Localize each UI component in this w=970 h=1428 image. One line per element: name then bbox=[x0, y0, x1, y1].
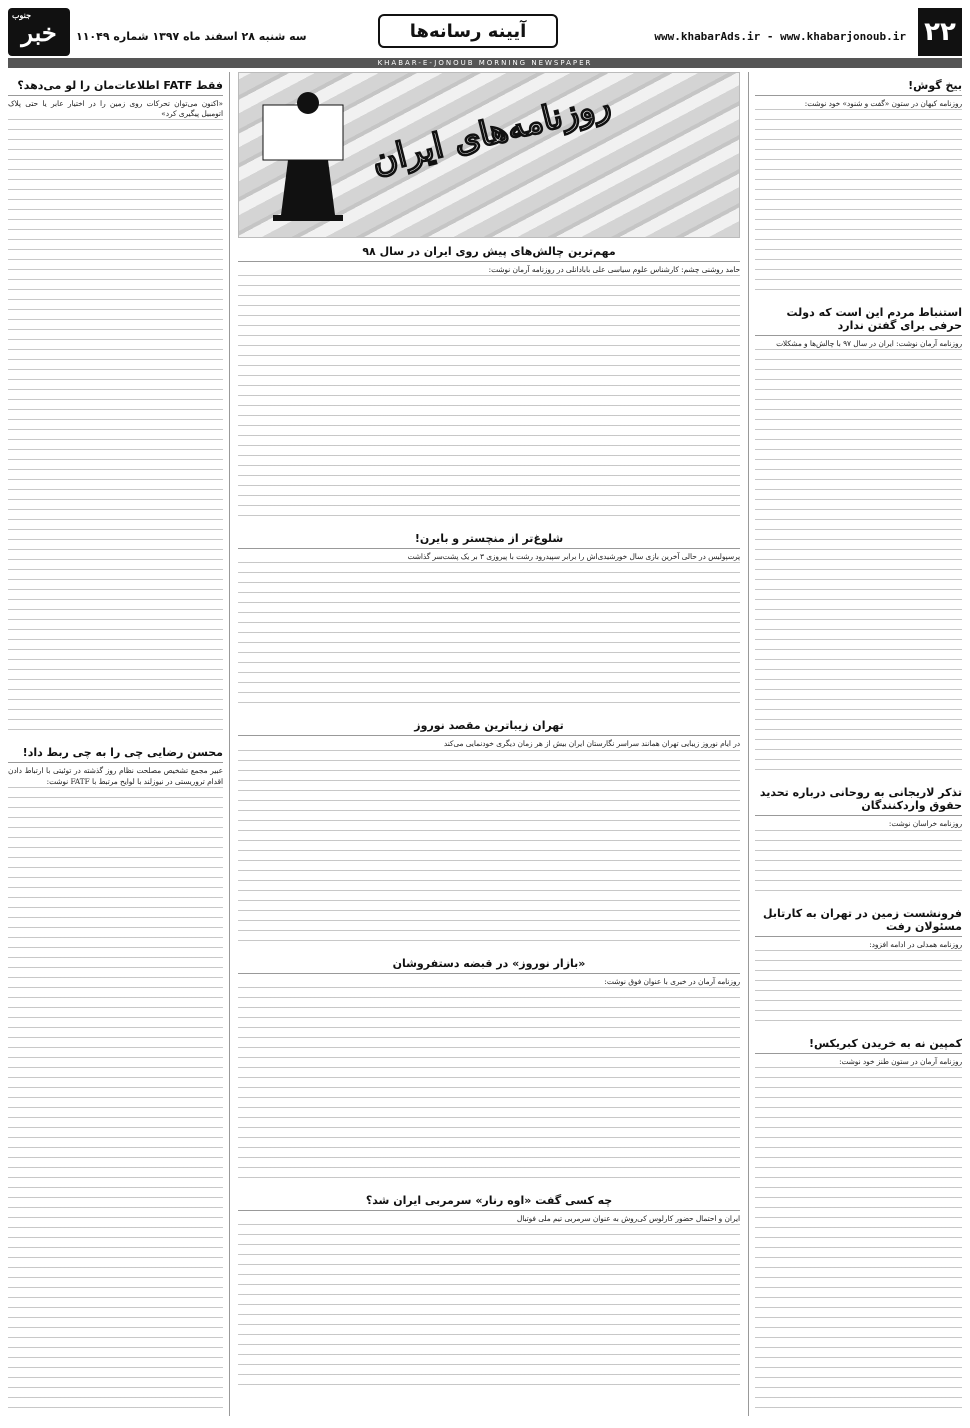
article-body bbox=[238, 562, 740, 712]
left-column bbox=[8, 72, 230, 1416]
section-title: آیینه رسانه‌ها bbox=[378, 14, 558, 48]
article-snippet: «اکنون می‌توان تحرکات روی زمین را در اختیار عابر یا حتی پلاک اتومبیل پیگیری کرد» bbox=[8, 99, 223, 119]
middle-area bbox=[238, 72, 740, 1416]
newspaper-logo bbox=[8, 8, 70, 56]
page-number: ۲۲ bbox=[918, 8, 962, 56]
logo-subtitle: جنوب bbox=[12, 10, 32, 20]
newspapers-caption: روزنامه‌های ایران bbox=[367, 84, 615, 182]
article-body bbox=[238, 750, 740, 950]
article-body bbox=[8, 119, 223, 739]
headline-bikh-gosh[interactable]: بیخ گوش! bbox=[755, 76, 962, 96]
logo-text: خبر bbox=[21, 17, 57, 47]
headline-manchester[interactable]: شلوغ‌تر از منچستر و بایرن! bbox=[238, 529, 740, 549]
newspapers-photo bbox=[238, 72, 740, 238]
headline-estenbat[interactable]: استنباط مردم این است که دولت حرفی برای گفتن ندارد bbox=[755, 303, 962, 336]
masthead bbox=[8, 8, 962, 64]
article-snippet: روزنامه همدلی در ادامه افزود: bbox=[869, 939, 962, 949]
headline-bazaar-nowruz[interactable]: «بازار نوروز» در قبضه دستفروشان bbox=[238, 954, 740, 974]
article-snippet: روزنامه خراسان نوشت: bbox=[888, 819, 962, 829]
article-body bbox=[238, 1224, 740, 1394]
article-snippet: روزنامه آرمان در خبری با عنوان فوق نوشت: bbox=[604, 976, 740, 986]
article-body bbox=[755, 349, 962, 779]
article-body bbox=[755, 830, 962, 900]
article-snippet: ایران و احتمال حضور کارلوس کی‌روش به عنوان سرمربی تیم ملی فوتبال bbox=[516, 1213, 740, 1223]
article-body bbox=[755, 950, 962, 1030]
website-urls[interactable]: www.khabarAds.ir - www.khabarjonoub.ir bbox=[654, 30, 906, 43]
headline-tehran-nowruz[interactable]: تهران زیباترین مقصد نوروز bbox=[238, 716, 740, 736]
article-snippet: عبیر مجمع تشخیص مصلحت نظام روز گذشته در توئیتی با ارتباط دادن اقدام تروریستی در نیوزلند با لوایح مرتبط با FATF نوشت: bbox=[8, 766, 223, 786]
headline-renard[interactable]: چه کسی گفت «اوه رنار» سرمربی ایران شد؟ bbox=[238, 1191, 740, 1211]
headline-rezaei[interactable]: محسن رضایی چی را به چی ربط داد! bbox=[8, 743, 223, 763]
headline-challenges-98[interactable]: مهم‌ترین چالش‌های پیش روی ایران در سال ۹۸ bbox=[238, 242, 740, 262]
article-body bbox=[8, 787, 223, 1416]
article-body bbox=[238, 275, 740, 525]
article-snippet: روزنامه آرمان در ستون طنز خود نوشت: bbox=[839, 1056, 962, 1066]
article-body bbox=[238, 987, 740, 1187]
headline-larijani[interactable]: تذکر لاریجانی به روحانی درباره تحدید حقوق واردکنندگان bbox=[755, 783, 962, 816]
dateline: سه شنبه ۲۸ اسفند ماه ۱۳۹۷ شماره ۱۱۰۴۹ bbox=[76, 30, 307, 43]
article-snippet: پرسپولیس در حالی آخرین بازی سال خورشیدی‌اش را برابر سپیدرود رشت با پیروزی ۳ بر یک پشت‌سر گذاشت bbox=[407, 552, 740, 562]
newspaper-reader-silhouette bbox=[253, 85, 363, 235]
article-body bbox=[755, 1067, 962, 1416]
masthead-strip: KHABAR-E-JONOUB MORNING NEWSPAPER bbox=[8, 58, 962, 68]
headline-campaign[interactable]: کمپین نه به خریدن کبریکس! bbox=[755, 1034, 962, 1054]
article-snippet: روزنامه آرمان نوشت: ایران در سال ۹۷ با چالش‌ها و مشکلات bbox=[776, 339, 962, 349]
headline-subsidence[interactable]: فرونشست زمین در تهران به کارتابل مسئولان رفت bbox=[755, 904, 962, 937]
article-snippet: در ایام نوروز زیبایی تهران همانند سراسر نگارستان ایران بیش از هر زمان دیگری خودنمایی می‌کند bbox=[443, 739, 740, 749]
right-column bbox=[748, 72, 962, 1416]
headline-fatf[interactable]: فقط FATF اطلاعات‌مان را لو می‌دهد؟ bbox=[8, 76, 223, 96]
article-snippet: حامد روشنی چشم: کارشناس علوم سیاسی علی بابادانلی در روزنامه آرمان نوشت: bbox=[488, 265, 740, 274]
article-body bbox=[755, 109, 962, 299]
article-snippet: روزنامه کیهان در ستون «گفت و شنود» خود نوشت: bbox=[804, 99, 962, 108]
